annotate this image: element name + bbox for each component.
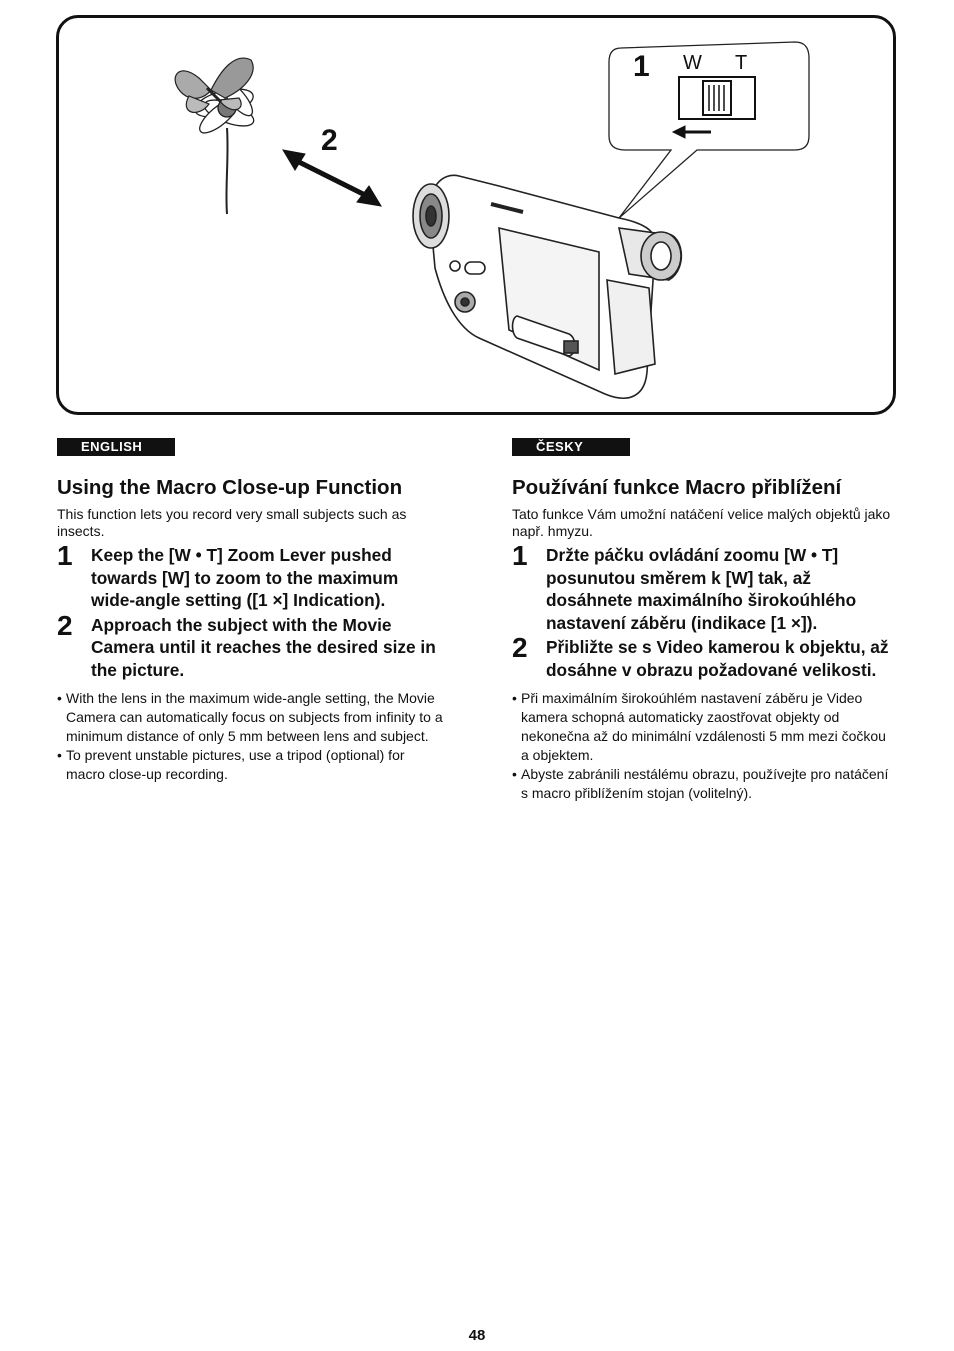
note-item: • Při maximálním širokoúhlém nastavení záběru je Video kamera schopná automaticky zaostřovat objekty od nekonečna až do minimální vzdálenosti 5 mm mezi čočkou a objektem. (512, 690, 886, 763)
zoom-lever-w-label: W (683, 52, 702, 74)
czech-step-2 (512, 632, 897, 681)
zoom-lever-t-label: T (735, 52, 748, 74)
czech-section (512, 438, 897, 803)
step-text: Přibližte se s Video kamerou k objektu, až dosáhne v obrazu požadované velikosti. (546, 637, 889, 680)
english-title: Using the Macro Close-up Function (57, 476, 403, 499)
czech-intro: Tato funkce Vám umožní natáčení velice malých objektů jako např. hmyzu. (512, 506, 891, 539)
czech-language-tag: ČESKY (512, 438, 630, 456)
bullet-icon: • (57, 690, 62, 706)
bullet-icon: • (512, 690, 517, 706)
camcorder-icon (413, 175, 681, 398)
bullet-icon: • (57, 747, 62, 763)
step-2-callout-label: 2 (321, 124, 338, 157)
step-number: 2 (512, 632, 528, 663)
english-section (57, 438, 447, 784)
czech-step-1 (512, 540, 897, 634)
step-number: 2 (57, 609, 73, 641)
step-text: Keep the [W • T] Zoom Lever pushed towards [W] to zoom to the maximum wide-angle setting ([1 ×] Indication). (91, 545, 399, 610)
step-1-callout-label: 1 (633, 50, 650, 83)
distance-arrow-icon (283, 150, 381, 206)
camcorder-illustration (59, 18, 893, 412)
step-text: Držte páčku ovládání zoomu [W • T] posunutou směrem k [W] tak, až dosáhnete maximálního širokoúhlého nastavení záběru (indikace [1 ×]). (546, 545, 857, 633)
page-number: 48 (468, 1327, 486, 1344)
note-item: • Abyste zabránili nestálému obrazu, používejte pro natáčení s macro přiblížením stojan (volitelný). (512, 766, 889, 801)
english-step-2 (57, 609, 447, 682)
note-item: • To prevent unstable pictures, use a tripod (optional) for macro close-up recording. (57, 747, 405, 782)
note-item: • With the lens in the maximum wide-angle setting, the Movie Camera can automatically focus on subjects from infinity to a minimum distance of only 5 mm between lens and subject. (57, 690, 443, 744)
english-language-tag: ENGLISH (57, 438, 175, 456)
czech-notes (512, 689, 897, 803)
english-step-1 (57, 540, 447, 612)
illustration-panel (56, 15, 896, 415)
bullet-icon: • (512, 766, 517, 782)
step-text: Approach the subject with the Movie Camera until it reaches the desired size in the picture. (91, 614, 436, 680)
step-number: 1 (57, 540, 73, 571)
english-intro: This function lets you record very small subjects such as insects. (57, 506, 407, 539)
czech-title: Používání funkce Macro přiblížení (512, 476, 842, 499)
step-number: 1 (512, 540, 528, 571)
english-notes (57, 689, 447, 784)
